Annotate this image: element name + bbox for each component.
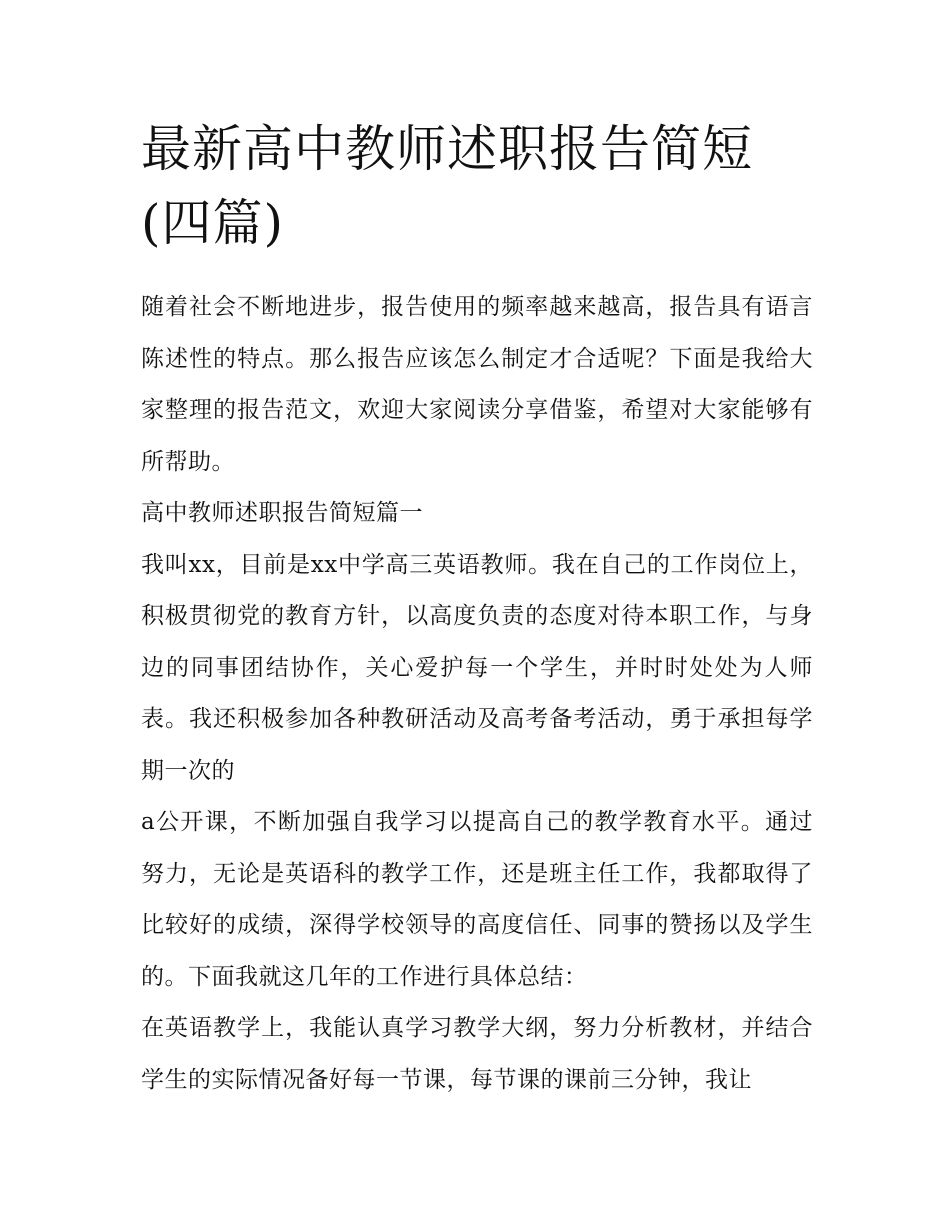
intro-paragraph: 随着社会不断地进步，报告使用的频率越来越高，报告具有语言陈述性的特点。那么报告应该怎么制定才合适呢？下面是我给大家整理的报告范文，欢迎大家阅读分享借鉴，希望对大家能够有所帮助。 [141, 294, 813, 475]
section-heading: 高中教师述职报告简短篇一 [141, 500, 423, 526]
body-paragraph: 我叫xx，目前是xx中学高三英语教师。我在自己的工作岗位上，积极贯彻党的教育方针，以高度负责的态度对待本职工作，与身边的同事团结协作，关心爱护每一个学生，并时时处处为人师表。我还积极参加各种教研活动及高考备考活动，勇于承担每学期一次的 [141, 551, 813, 784]
document-title: 最新高中教师述职报告简短(四篇) [141, 120, 753, 252]
document-body [141, 112, 813, 1106]
body-paragraph: a公开课，不断加强自我学习以提高自己的教学教育水平。通过努力，无论是英语科的教学工作，还是班主任工作，我都取得了比较好的成绩，深得学校领导的高度信任、同事的赞扬以及学生的。下面我就这几年的工作进行具体总结： [141, 809, 813, 990]
body-paragraph: 在英语教学上，我能认真学习教学大纲，努力分析教材，并结合学生的实际情况备好每一节课，每节课的课前三分钟，我让 [141, 1015, 813, 1093]
